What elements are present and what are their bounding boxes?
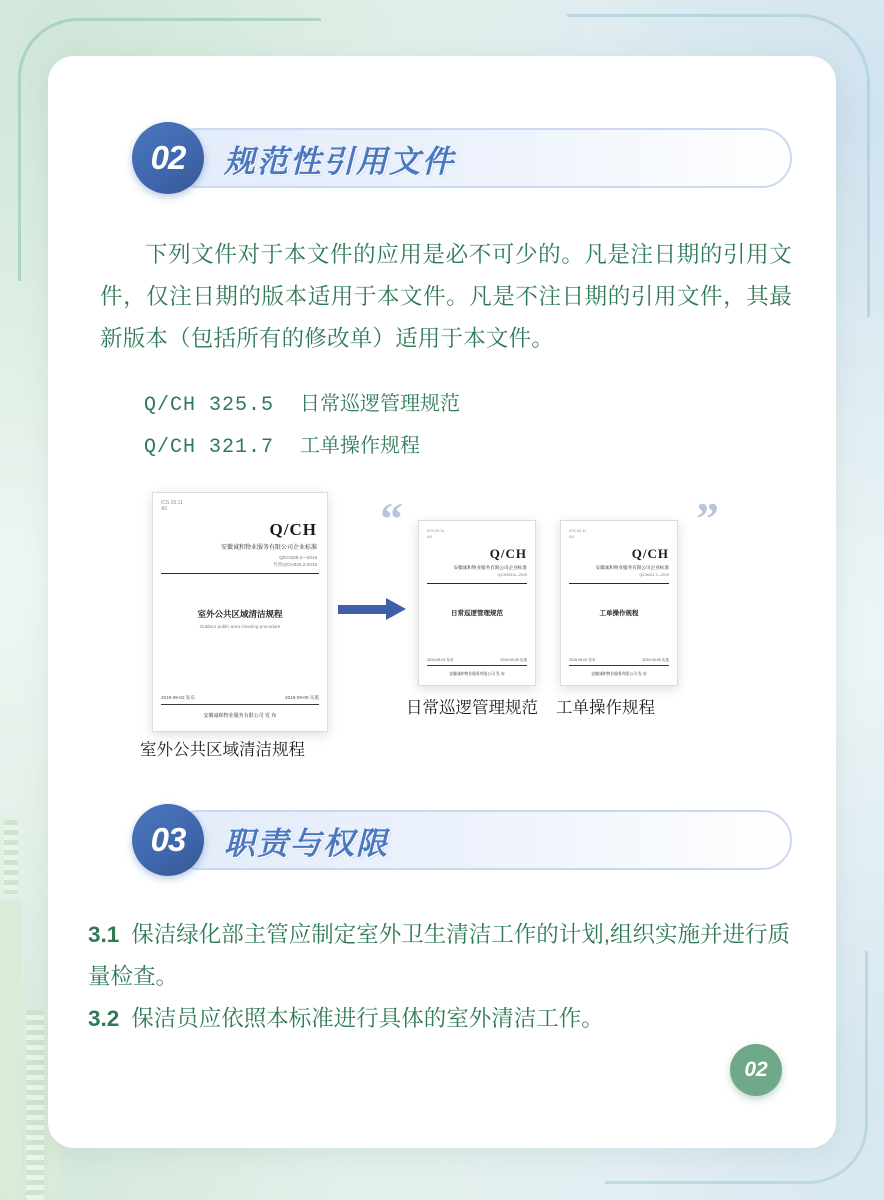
doc-effect-date: 2019-09-09 实施 — [642, 658, 669, 662]
doc-corner-note: ICS 03.11 A0 — [569, 528, 587, 539]
section-header-02 — [132, 122, 792, 196]
doc-publisher: 安徽诚和物业服务有限公司 发 布 — [449, 672, 505, 676]
doc-title: 日常巡逻管理规范 — [451, 609, 503, 617]
standard-item — [144, 426, 836, 468]
standards-list — [144, 384, 836, 468]
doc-subtitle: Outdoor public area cleaning procedure — [199, 624, 281, 630]
doc-title: 工单操作规程 — [599, 609, 639, 617]
standard-name: 工单操作规程 — [300, 435, 421, 457]
section-number-02: 02 — [132, 122, 204, 194]
arrow-icon — [338, 598, 406, 620]
quote-open-icon: “ — [380, 493, 403, 544]
doc-org: 安徽诚和物业服务有限公司企业标准 — [220, 545, 317, 551]
doc-code: Q/CH325.5—2019 — [497, 573, 527, 578]
doc-logo: Q/CH — [631, 546, 669, 561]
figure-caption-main: 室外公共区域清洁规程 — [140, 741, 305, 759]
page-number-badge: 02 — [730, 1044, 782, 1096]
doc-logo: Q/CH — [269, 520, 317, 539]
doc-org: 安徽诚和物业服务有限公司企业标准 — [453, 565, 527, 570]
rule-number: 3.2 — [88, 1006, 120, 1031]
doc-corner-note: ICS 03.11 A0 — [427, 528, 445, 539]
standard-code: Q/CH 321.7 — [144, 436, 275, 459]
doc-dates — [161, 695, 319, 701]
quote-close-icon: ” — [696, 493, 719, 544]
content-card — [48, 56, 836, 1148]
doc-corner-note: ICS 03.11 A0 — [161, 500, 183, 512]
figure-caption-b: 工单操作规程 — [556, 699, 655, 717]
doc-effect-date: 2019-09-09 实施 — [285, 695, 319, 700]
document-cover-b — [560, 520, 678, 686]
standards-figure — [48, 486, 836, 764]
figure-caption-a: 日常巡逻管理规范 — [406, 699, 538, 717]
doc-code: Q/CH321.7—2019 — [639, 573, 669, 578]
doc-issue-date: 2019-09-02 发布 — [427, 658, 454, 662]
doc-title: 室外公共区域清洁规程 — [197, 609, 283, 620]
doc-dates — [569, 658, 669, 663]
doc-issue-date: 2019-09-02 发布 — [569, 658, 596, 662]
section-header-03 — [132, 804, 792, 878]
doc-bottom-divider — [427, 665, 527, 666]
rule-number: 3.1 — [88, 922, 120, 947]
doc-bottom-divider — [569, 665, 669, 666]
rule-text: 保洁员应依照本标准进行具体的室外清洁工作。 — [131, 1006, 604, 1031]
doc-effect-date: 2019-09-09 实施 — [500, 658, 527, 662]
section3-items — [88, 914, 792, 1040]
section2-paragraph: 下列文件对于本文件的应用是必不可少的。凡是注日期的引用文件，仅注日期的版本适用于本文件。凡是不注日期的引用文件，其最新版本（包括所有的修改单）适用于本文件。 — [100, 242, 792, 351]
doc-publisher: 安徽诚和物业服务有限公司 发 布 — [591, 672, 647, 676]
rule-text: 保洁绿化部主管应制定室外卫生清洁工作的计划,组织实施并进行质量检查。 — [88, 922, 791, 989]
section-number-03: 03 — [132, 804, 204, 876]
standard-name: 日常巡逻管理规范 — [300, 393, 461, 415]
doc-divider — [569, 583, 669, 584]
section-title-03: 职责与权限 — [224, 826, 389, 861]
doc-publisher: 安徽诚和物业服务有限公司 发 布 — [203, 713, 277, 719]
doc-replaces: 代替Q/CH325.2-2016 — [273, 562, 317, 568]
doc-org: 安徽诚和物业服务有限公司企业标准 — [595, 565, 669, 570]
card-content — [48, 56, 836, 1148]
doc-divider — [161, 573, 319, 574]
doc-logo: Q/CH — [489, 546, 527, 561]
standard-item — [144, 384, 836, 426]
standard-code: Q/CH 325.5 — [144, 394, 275, 417]
doc-dates — [427, 658, 527, 663]
section-title-02: 规范性引用文件 — [224, 144, 455, 179]
rule-item — [88, 914, 792, 998]
doc-code: Q/CH325.2—2019 — [279, 555, 317, 561]
doc-divider — [427, 583, 527, 584]
doc-bottom-divider — [161, 704, 319, 705]
rule-item — [88, 998, 792, 1040]
document-cover-a — [418, 520, 536, 686]
doc-issue-date: 2019-09-02 发布 — [161, 695, 195, 700]
document-cover-main — [152, 492, 328, 732]
